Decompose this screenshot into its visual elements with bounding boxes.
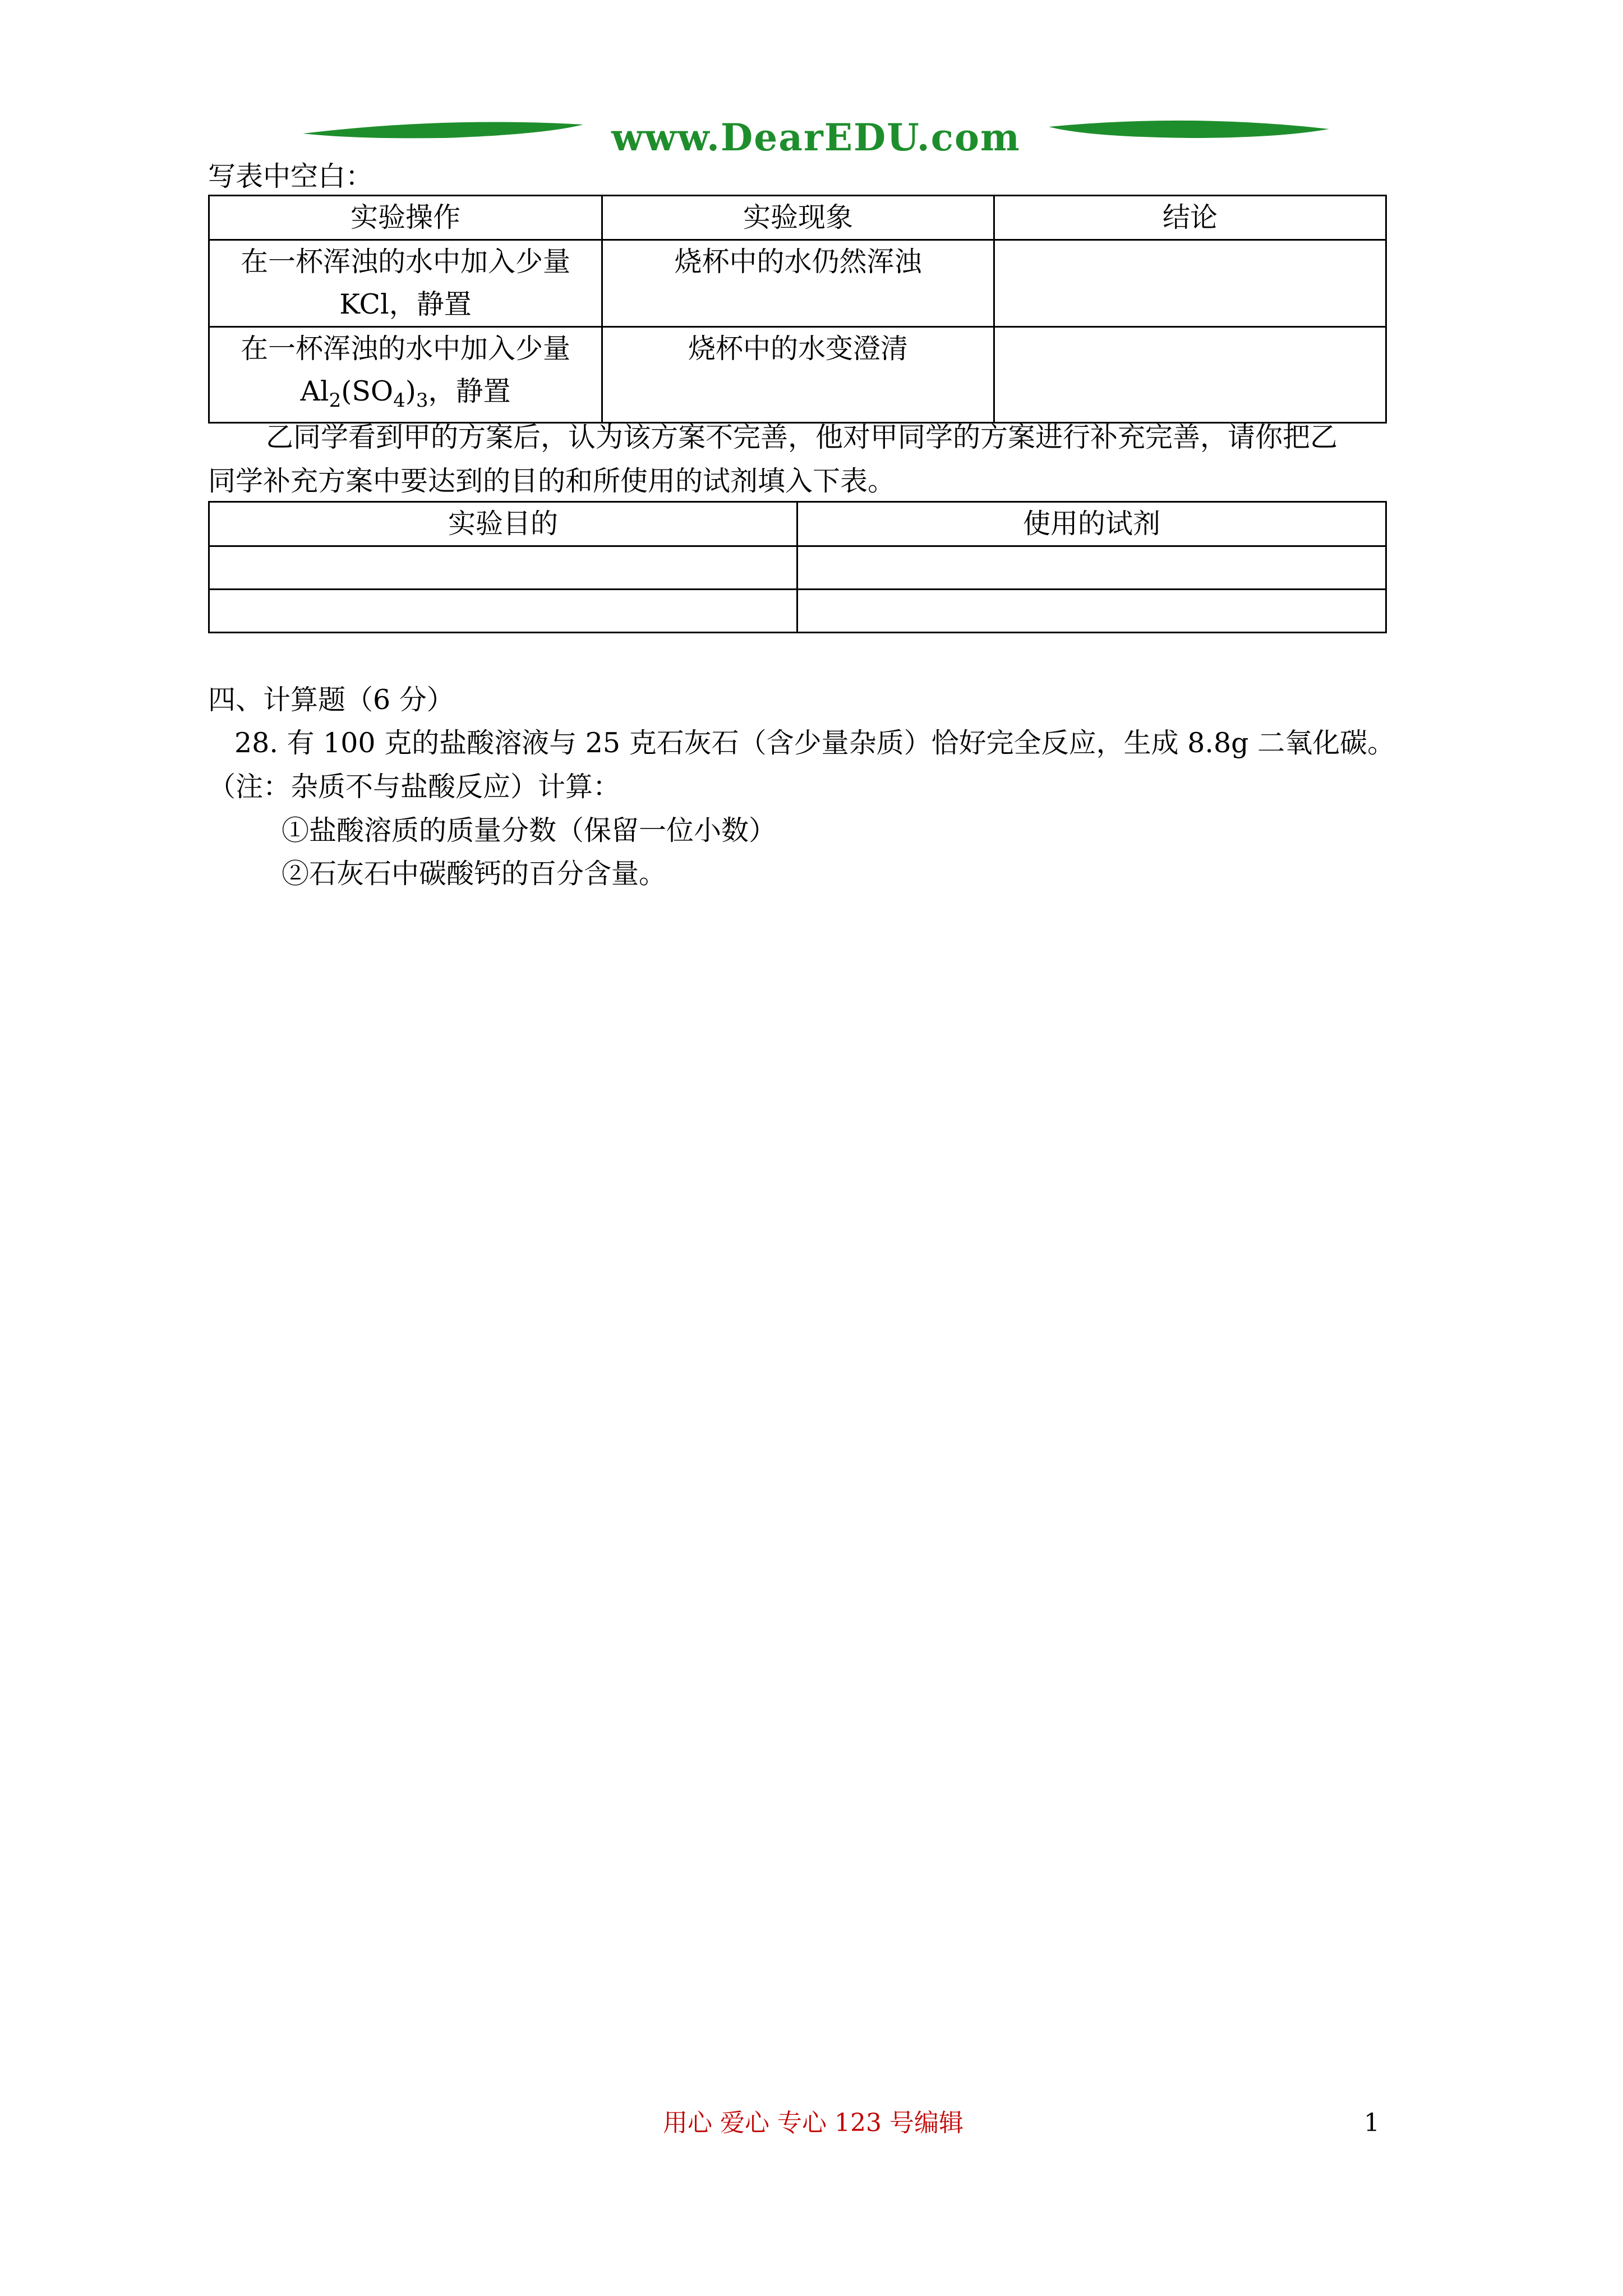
table-row xyxy=(209,240,1386,327)
question-item: ①盐酸溶质的质量分数（保留一位小数） xyxy=(282,815,777,846)
table-row xyxy=(209,590,1386,633)
formula-part: Al xyxy=(300,375,329,407)
paragraph-line: 乙同学看到甲的方案后，认为该方案不完善，他对甲同学的方案进行补充完善，请你把乙 xyxy=(266,421,1338,453)
experiment-table xyxy=(208,195,1387,424)
table-row xyxy=(209,546,1386,590)
reagent-cell xyxy=(797,590,1386,633)
formula-subscript: 2 xyxy=(329,389,342,412)
footer-text: 用心 爱心 专心 123 号编辑 xyxy=(663,2109,963,2137)
header-cell: 结论 xyxy=(994,196,1386,240)
header-site-name: www.DearEDU.com xyxy=(611,116,1021,159)
purpose-cell xyxy=(209,546,797,590)
header-cell: 实验操作 xyxy=(209,196,602,240)
question-text: （注：杂质不与盐酸反应）计算： xyxy=(208,771,621,803)
phenomenon-cell: 烧杯中的水变澄清 xyxy=(602,327,994,423)
reagent-cell xyxy=(797,546,1386,590)
operation-line: KCl，静置 xyxy=(339,288,472,320)
formula-part: ，静置 xyxy=(428,375,511,407)
header-cell: 实验现象 xyxy=(602,196,994,240)
formula-subscript: 3 xyxy=(416,389,428,412)
phenomenon-cell: 烧杯中的水仍然浑浊 xyxy=(602,240,994,327)
formula-subscript: 4 xyxy=(393,389,405,412)
operation-line: 在一杯浑浊的水中加入少量 xyxy=(240,246,570,278)
operation-cell xyxy=(209,240,602,327)
operation-line: 在一杯浑浊的水中加入少量 xyxy=(240,333,570,365)
header-cell: 使用的试剂 xyxy=(797,502,1386,546)
table-header-row xyxy=(209,502,1386,546)
operation-cell xyxy=(209,327,602,423)
conclusion-cell xyxy=(994,240,1386,327)
intro-text: 写表中空白： xyxy=(208,160,374,192)
question-text: 28. 有 100 克的盐酸溶液与 25 克石灰石（含少量杂质）恰好完全反应，生成 8.8g 二氧化碳。 xyxy=(234,727,1395,759)
purpose-cell xyxy=(209,590,797,633)
question-item: ②石灰石中碳酸钙的百分含量。 xyxy=(282,858,667,890)
section-title: 四、计算题（6 分） xyxy=(208,684,454,716)
header-banner xyxy=(303,112,1329,163)
table-row xyxy=(209,327,1386,423)
table-header-row xyxy=(209,196,1386,240)
formula-part: (SO xyxy=(341,375,394,407)
header-cell: 实验目的 xyxy=(209,502,797,546)
paragraph-line: 同学补充方案中要达到的目的和所使用的试剂填入下表。 xyxy=(208,465,896,497)
page-number: 1 xyxy=(1364,2109,1380,2137)
conclusion-cell xyxy=(994,327,1386,423)
supplement-table xyxy=(208,501,1387,633)
chemical-formula xyxy=(210,370,601,422)
formula-part: ) xyxy=(405,375,416,407)
